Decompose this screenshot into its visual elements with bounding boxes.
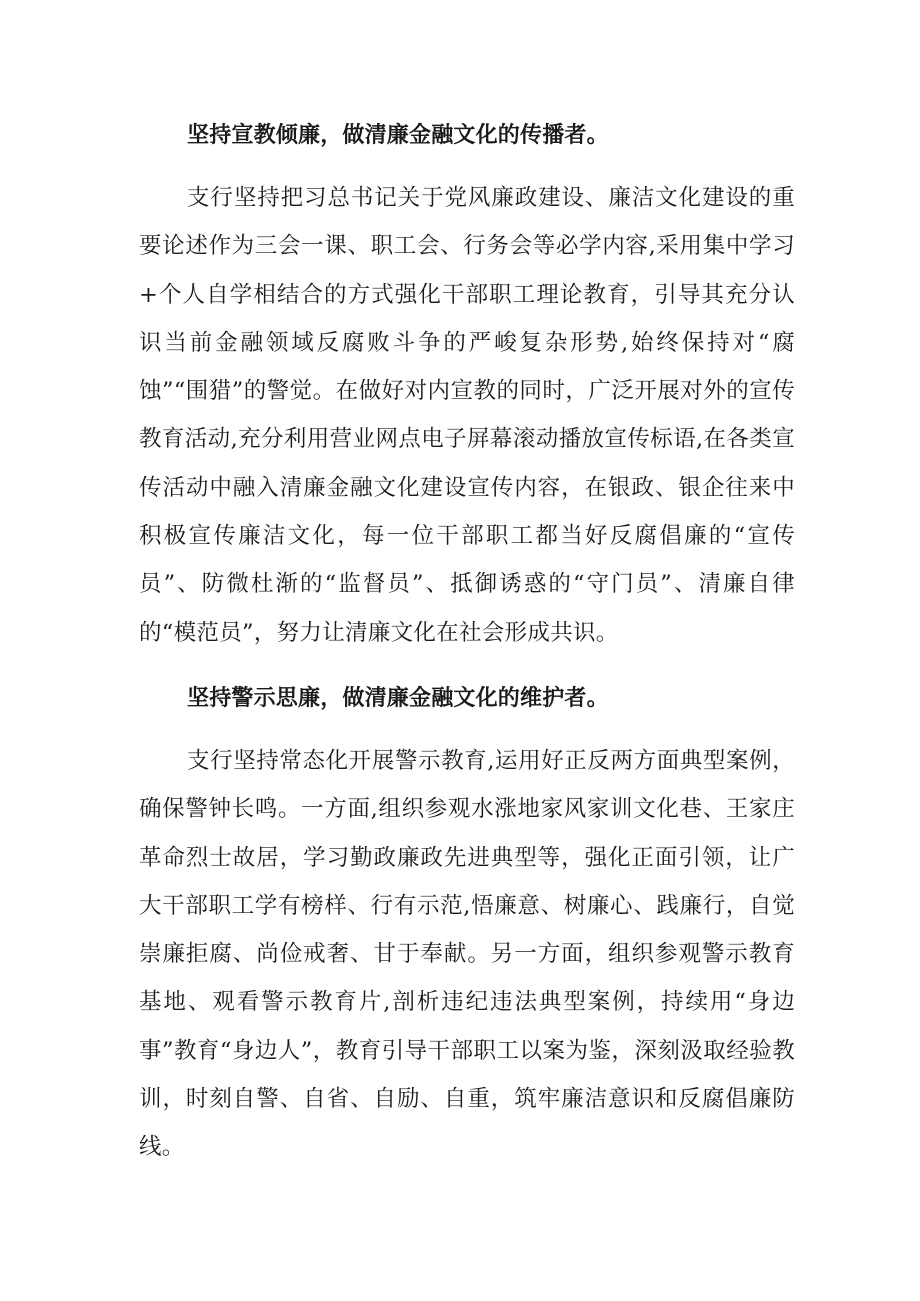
section-propaganda (139, 112, 795, 657)
section-paragraph-propaganda: 支行坚持把习总书记关于党风廉政建设、廉洁文化建设的重要论述作为三会一课、职工会、行务会等必学内容,采用集中学习+个人自学相结合的方式强化干部职工理论教育，引导其充分认识当前金融领域反腐败斗争的严峻复杂形势,始终保持对“腐蚀”“围猎”的警觉。在做好对内宣教的同时，广泛开展对外的宣传教育活动,充分利用营业网点电子屏幕滚动播放宣传标语,在各类宣传活动中融入清廉金融文化建设宣传内容，在银政、银企往来中积极宣传廉洁文化，每一位干部职工都当好反腐倡廉的“宣传员”、防微杜渐的“监督员”、抵御诱惑的“守门员”、清廉自律的“模范员”，努力让清廉文化在社会形成共识。 (139, 185, 795, 646)
document-body (139, 112, 795, 1172)
section-paragraph-warning: 支行坚持常态化开展警示教育,运用好正反两方面典型案例，确保警钟长鸣。一方面,组织参观水涨地家风家训文化巷、王家庄革命烈士故居，学习勤政廉政先进典型等，强化正面引领，让广大干部职工学有榜样、行有示范,悟廉意、树廉心、践廉行，自觉崇廉拒腐、尚俭戒奢、甘于奉献。另一方面，组织参观警示教育基地、观看警示教育片,剖析违纪违法典型案例，持续用“身边事”教育“身边人”，教育引导干部职工以案为鉴，深刻汲取经验教训，时刻自警、自省、自励、自重，筑牢廉洁意识和反腐倡廉防线。 (139, 747, 795, 1161)
section-warning (139, 675, 795, 1172)
spacer (139, 160, 795, 174)
spacer (139, 723, 795, 737)
section-heading-propaganda: 坚持宣教倾廉，做清廉金融文化的传播者。 (187, 123, 609, 148)
section-heading-warning: 坚持警示思廉，做清廉金融文化的维护者。 (187, 685, 609, 711)
